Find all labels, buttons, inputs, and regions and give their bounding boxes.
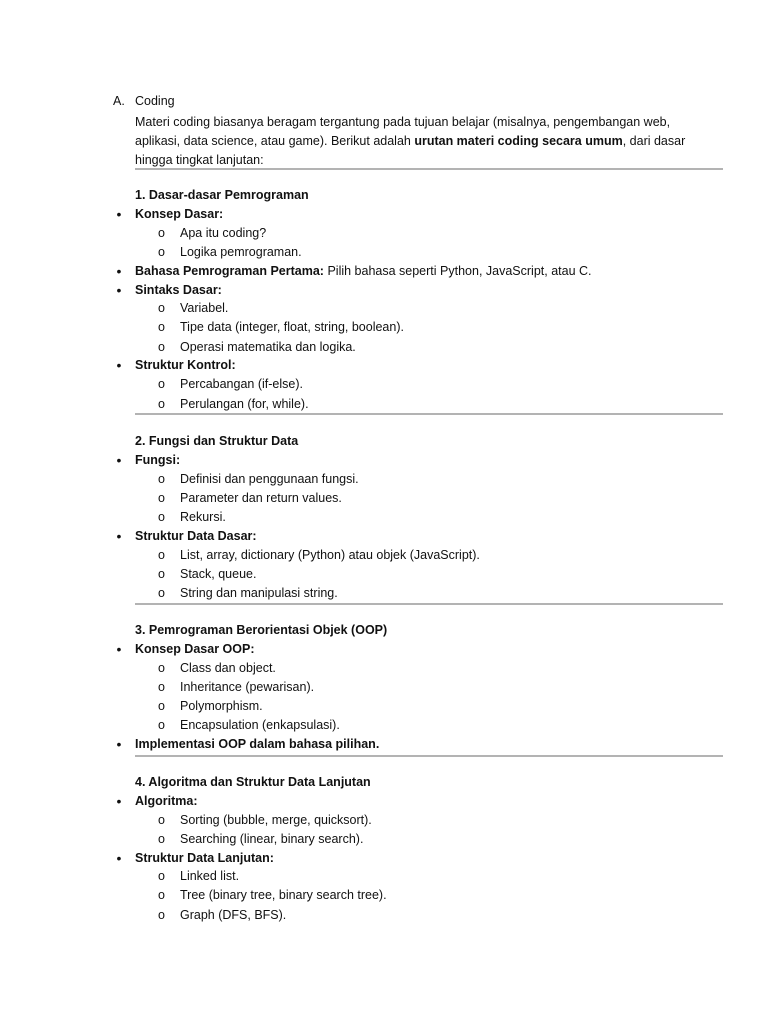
circle-bullet-icon: o [158, 567, 165, 581]
divider [135, 168, 723, 170]
circle-bullet-icon: o [158, 869, 165, 883]
bullet-icon: • [116, 793, 122, 809]
section-marker: A. [113, 94, 125, 108]
sub-list-item-text: Inheritance (pewarisan). [180, 680, 315, 694]
intro-text: Materi coding biasanya beragam tergantung pada tujuan belajar (misalnya, pengembangan web, aplikasi, data science, atau game). Berikut adalah [135, 115, 671, 148]
sub-list-item-text: Parameter dan return values. [180, 491, 342, 505]
circle-bullet-icon: o [158, 718, 165, 732]
sub-list-item-text: Operasi matematika dan logika. [180, 340, 356, 354]
circle-bullet-icon: o [158, 680, 165, 694]
intro-text-end: , dari dasar hingga tingkat lanjutan: [135, 134, 686, 167]
sub-list-item-text: Encapsulation (enkapsulasi). [180, 718, 340, 732]
sub-list-item-text: Rekursi. [180, 510, 226, 524]
list-item-label: Algoritma: [135, 794, 198, 808]
list-item-label: Struktur Kontrol: [135, 358, 236, 372]
list-item-label: Konsep Dasar: [135, 207, 224, 221]
circle-bullet-icon: o [158, 888, 165, 902]
part-heading: 1. Dasar-dasar Pemrograman [135, 188, 309, 202]
bullet-icon: • [116, 736, 122, 752]
circle-bullet-icon: o [158, 586, 165, 600]
intro-paragraph [135, 113, 705, 170]
sub-list-item-text: Perulangan (for, while). [180, 397, 309, 411]
circle-bullet-icon: o [158, 832, 165, 846]
list-item-label: Sintaks Dasar: [135, 283, 222, 297]
circle-bullet-icon: o [158, 813, 165, 827]
bullet-icon: • [116, 263, 122, 279]
circle-bullet-icon: o [158, 699, 165, 713]
part-heading: 3. Pemrograman Berorientasi Objek (OOP) [135, 623, 388, 637]
circle-bullet-icon: o [158, 301, 165, 315]
bullet-icon: • [116, 528, 122, 544]
list-item-label: Konsep Dasar OOP: [135, 642, 255, 656]
part-heading: 4. Algoritma dan Struktur Data Lanjutan [135, 775, 371, 789]
bullet-icon: • [116, 282, 122, 298]
circle-bullet-icon: o [158, 661, 165, 675]
circle-bullet-icon: o [158, 320, 165, 334]
sub-list-item-text: Apa itu coding? [180, 226, 267, 240]
bullet-icon: • [116, 452, 122, 468]
part-heading: 2. Fungsi dan Struktur Data [135, 434, 299, 448]
sub-list-item-text: Searching (linear, binary search). [180, 832, 364, 846]
list-item-label: Struktur Data Dasar: [135, 529, 257, 543]
divider [135, 413, 723, 415]
circle-bullet-icon: o [158, 472, 165, 486]
bullet-icon: • [116, 206, 122, 222]
bullet-icon: • [116, 357, 122, 373]
circle-bullet-icon: o [158, 548, 165, 562]
circle-bullet-icon: o [158, 397, 165, 411]
circle-bullet-icon: o [158, 491, 165, 505]
sub-list-item-text: Percabangan (if-else). [180, 377, 303, 391]
intro-bold-text: urutan materi coding secara umum [414, 134, 623, 148]
sub-list-item-text: Graph (DFS, BFS). [180, 908, 287, 922]
sub-list-item-text: Sorting (bubble, merge, quicksort). [180, 813, 372, 827]
divider [135, 755, 723, 757]
sub-list-item-text: Tree (binary tree, binary search tree). [180, 888, 387, 902]
bullet-icon: • [116, 850, 122, 866]
list-item-label: Implementasi OOP dalam bahasa pilihan. [135, 737, 380, 751]
circle-bullet-icon: o [158, 226, 165, 240]
circle-bullet-icon: o [158, 908, 165, 922]
sub-list-item-text: Logika pemrograman. [180, 245, 302, 259]
sub-list-item-text: String dan manipulasi string. [180, 586, 338, 600]
sub-list-item-text: Polymorphism. [180, 699, 263, 713]
sub-list-item-text: Linked list. [180, 869, 240, 883]
sub-list-item-text: Stack, queue. [180, 567, 257, 581]
list-item-text: Pilih bahasa seperti Python, JavaScript, atau C. [323, 264, 592, 278]
circle-bullet-icon: o [158, 245, 165, 259]
sub-list-item-text: Variabel. [180, 301, 229, 315]
bullet-icon: • [116, 641, 122, 657]
circle-bullet-icon: o [158, 340, 165, 354]
list-item-label: Struktur Data Lanjutan: [135, 851, 274, 865]
sub-list-item-text: List, array, dictionary (Python) atau objek (JavaScript). [180, 548, 480, 562]
sub-list-item-text: Tipe data (integer, float, string, boolean). [180, 320, 404, 334]
sub-list-item-text: Class dan object. [180, 661, 276, 675]
list-item-label: Fungsi: [135, 453, 181, 467]
list-item-label: Bahasa Pemrograman Pertama: [135, 264, 324, 278]
circle-bullet-icon: o [158, 510, 165, 524]
section-title: Coding [135, 94, 175, 108]
circle-bullet-icon: o [158, 377, 165, 391]
divider [135, 603, 723, 605]
sub-list-item-text: Definisi dan penggunaan fungsi. [180, 472, 359, 486]
